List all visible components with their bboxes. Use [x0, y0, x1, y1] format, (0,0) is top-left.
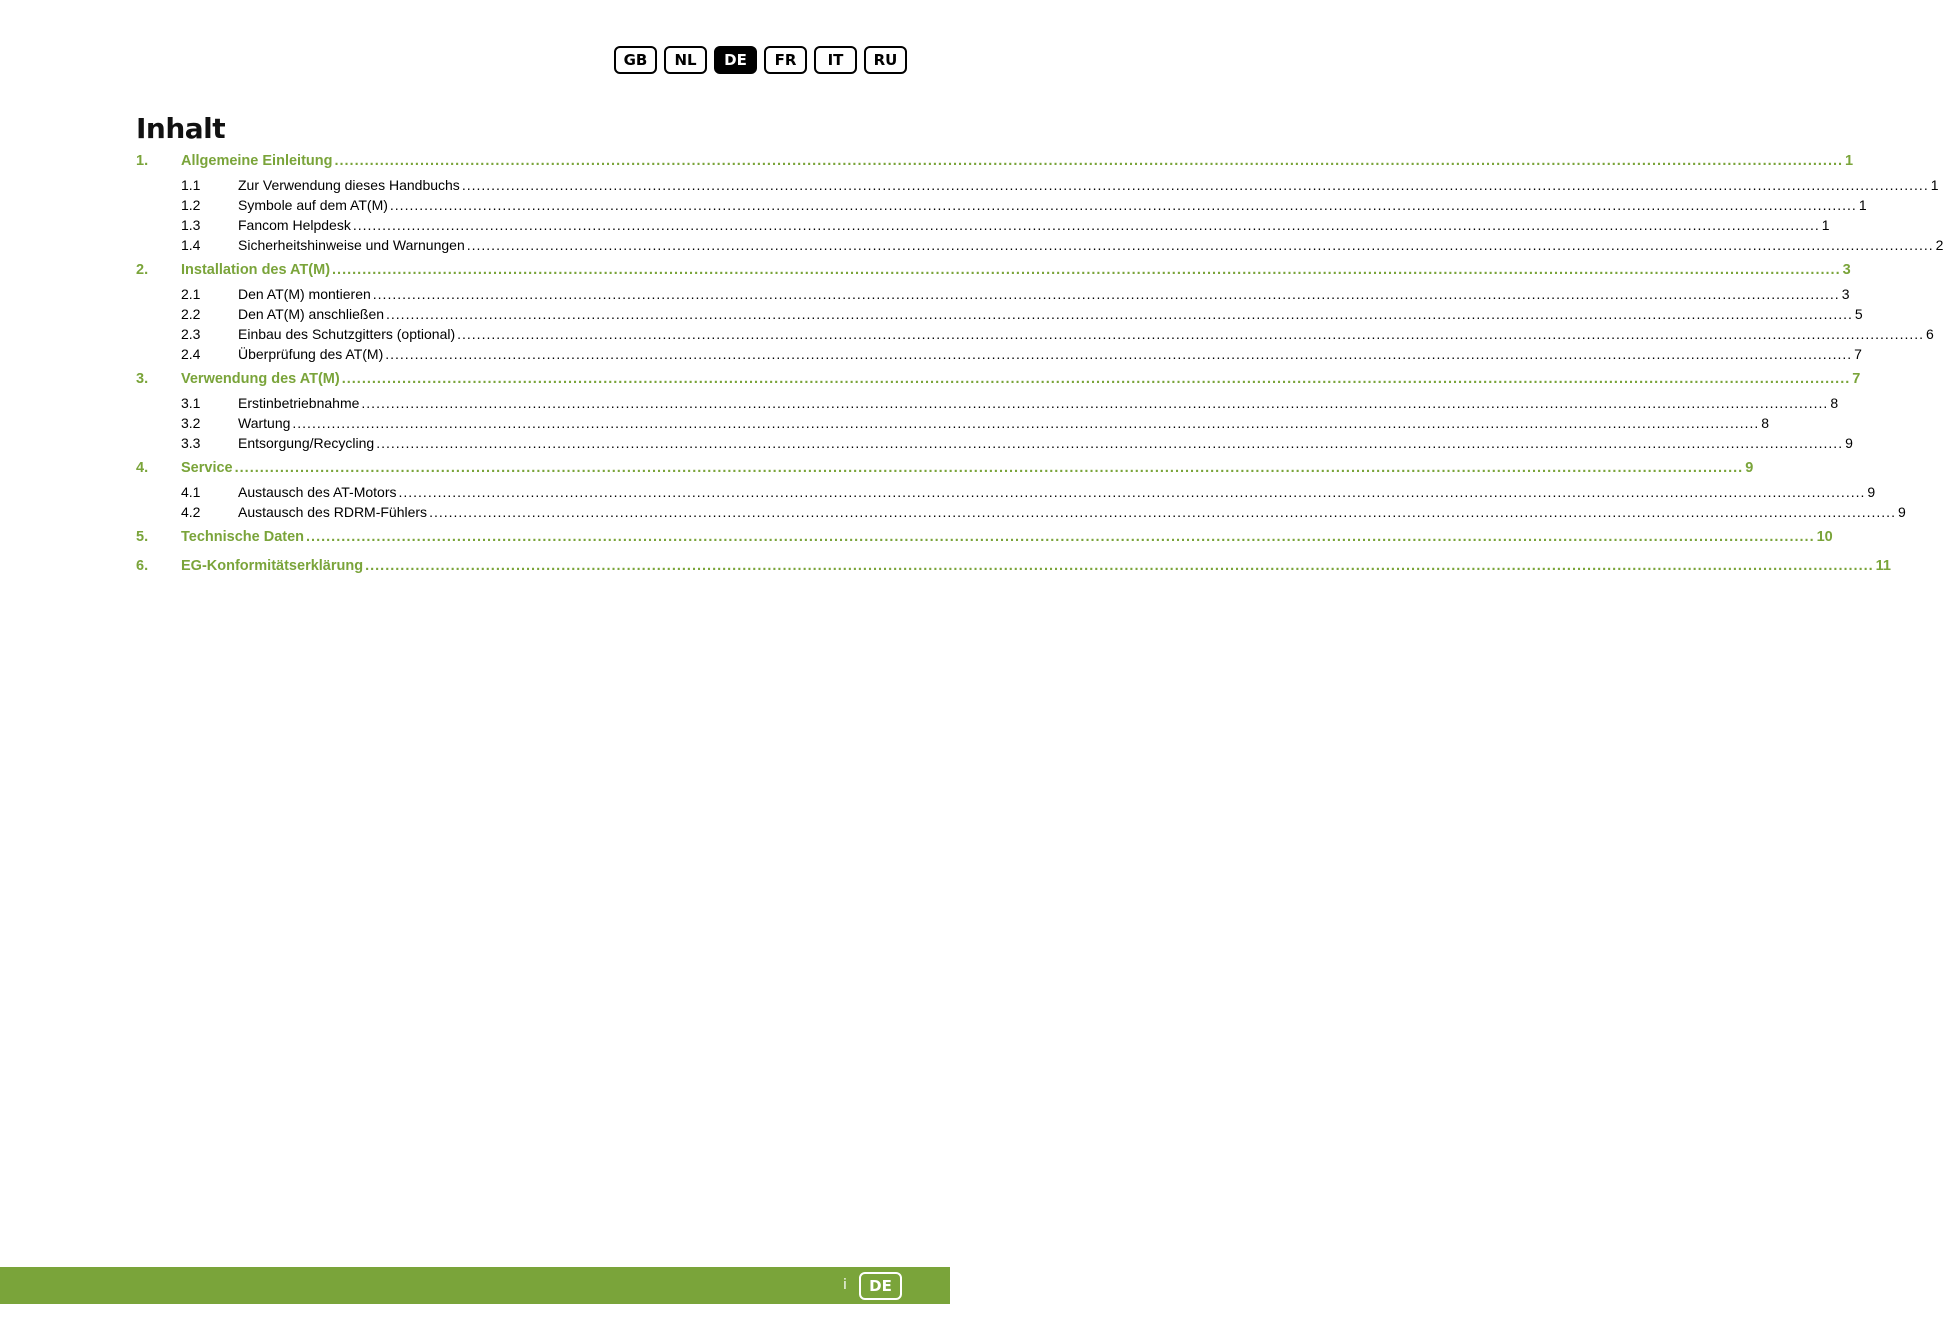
toc-entry-number: 3.3 [181, 435, 201, 451]
toc-chapter-entry[interactable] [136, 153, 1854, 177]
toc-dot-leader: ............................................................................................................................................................................................................................................................................................................ [332, 262, 1841, 278]
toc-entry-number: 2.2 [181, 306, 201, 322]
toc-entry-number: 3.2 [181, 415, 201, 431]
toc-section-entry[interactable] [136, 395, 1839, 415]
toc-entry-page: 11 [1875, 558, 1892, 574]
language-tab-ru[interactable]: RU [864, 46, 907, 74]
toc-entry-page: 8 [1761, 415, 1770, 431]
toc-dot-leader: ............................................................................................................................................................................................................................................................................................................ [398, 484, 1866, 500]
toc-entry-number: 3.1 [181, 395, 201, 411]
toc-entry-number: 2. [136, 262, 149, 278]
toc-section-entry[interactable] [136, 415, 1770, 435]
toc-entry-title: Installation des AT(M) [181, 262, 331, 278]
footer-language-badge: DE [859, 1272, 902, 1300]
toc-chapter-entry[interactable] [136, 558, 1892, 582]
toc-section-entry[interactable] [136, 177, 1939, 197]
toc-section-entry[interactable] [136, 435, 1853, 455]
language-tab-gb[interactable]: GB [614, 46, 657, 74]
toc-entry-title: Sicherheitshinweise und Warnungen [238, 237, 465, 253]
toc-dot-leader: ............................................................................................................................................................................................................................................................................................................ [429, 504, 1896, 520]
toc-chapter-entry[interactable] [136, 371, 1861, 395]
toc-dot-leader: ............................................................................................................................................................................................................................................................................................................ [457, 326, 1925, 342]
toc-entry-title: Austausch des AT-Motors [238, 484, 397, 500]
toc-dot-leader: ............................................................................................................................................................................................................................................................................................................ [461, 177, 1929, 193]
toc-entry-title: Erstinbetriebnahme [238, 395, 360, 411]
toc-entry-page: 5 [1854, 306, 1863, 322]
toc-dot-leader: ............................................................................................................................................................................................................................................................................................................ [376, 435, 1844, 451]
toc-entry-title: Wartung [238, 415, 291, 431]
toc-dot-leader: ............................................................................................................................................................................................................................................................................................................ [372, 286, 1840, 302]
footer-page-number: i [843, 1277, 847, 1293]
language-tabs [614, 46, 907, 74]
toc-entry-number: 6. [136, 558, 149, 574]
toc-entry-page: 9 [1897, 504, 1906, 520]
toc-entry-number: 3. [136, 371, 149, 387]
toc-entry-number: 1.4 [181, 237, 201, 253]
toc-dot-leader: ............................................................................................................................................................................................................................................................................................................ [466, 237, 1934, 253]
language-tab-it[interactable]: IT [814, 46, 857, 74]
toc-dot-leader: ............................................................................................................................................................................................................................................................................................................ [361, 395, 1829, 411]
toc-entry-title: Überprüfung des AT(M) [238, 346, 384, 362]
toc-entry-title: Allgemeine Einleitung [181, 153, 333, 169]
toc-entry-number: 4.2 [181, 504, 201, 520]
toc-entry-title: Entsorgung/Recycling [238, 435, 375, 451]
toc-dot-leader: ............................................................................................................................................................................................................................................................................................................ [292, 415, 1760, 431]
page-title: Inhalt [136, 112, 226, 145]
language-tab-de[interactable]: DE [714, 46, 757, 74]
toc-section-entry[interactable] [136, 286, 1850, 306]
toc-entry-number: 1.2 [181, 197, 201, 213]
language-tab-fr[interactable]: FR [764, 46, 807, 74]
toc-entry-title: EG-Konformitätserklärung [181, 558, 364, 574]
toc-entry-title: Service [181, 460, 233, 476]
toc-section-entry[interactable] [136, 237, 1943, 257]
toc-dot-leader: ............................................................................................................................................................................................................................................................................................................ [386, 306, 1853, 322]
toc-entry-title: Symbole auf dem AT(M) [238, 197, 388, 213]
toc-entry-number: 4. [136, 460, 149, 476]
toc-entry-page: 3 [1842, 262, 1851, 278]
toc-chapter-entry[interactable] [136, 460, 1754, 484]
toc-entry-number: 1. [136, 153, 149, 169]
toc-entry-number: 4.1 [181, 484, 201, 500]
toc-section-entry[interactable] [136, 306, 1863, 326]
footer-bar [0, 1267, 950, 1304]
toc-section-entry[interactable] [136, 504, 1906, 524]
toc-entry-page: 7 [1854, 346, 1862, 362]
toc-entry-title: Zur Verwendung dieses Handbuchs [238, 177, 460, 193]
toc-dot-leader: ............................................................................................................................................................................................................................................................................................................ [352, 217, 1820, 233]
toc-entry-number: 1.1 [181, 177, 201, 193]
toc-section-entry[interactable] [136, 217, 1830, 237]
toc-entry-title: Fancom Helpdesk [238, 217, 351, 233]
toc-entry-page: 2 [1935, 237, 1943, 253]
toc-entry-page: 1 [1821, 217, 1830, 233]
toc-entry-page: 7 [1852, 371, 1861, 387]
toc-dot-leader: ............................................................................................................................................................................................................................................................................................................ [334, 153, 1844, 169]
toc-dot-leader: ............................................................................................................................................................................................................................................................................................................ [365, 558, 1874, 574]
toc-dot-leader: ............................................................................................................................................................................................................................................................................................................ [306, 529, 1815, 545]
toc-entry-number: 2.3 [181, 326, 201, 342]
toc-entry-page: 1 [1845, 153, 1854, 169]
table-of-contents [136, 153, 1943, 582]
toc-entry-page: 9 [1745, 460, 1754, 476]
toc-entry-page: 10 [1816, 529, 1833, 545]
toc-section-entry[interactable] [136, 346, 1862, 366]
toc-entry-number: 1.3 [181, 217, 201, 233]
toc-entry-number: 2.4 [181, 346, 201, 362]
toc-entry-page: 1 [1930, 177, 1939, 193]
toc-entry-title: Den AT(M) montieren [238, 286, 371, 302]
language-tab-nl[interactable]: NL [664, 46, 707, 74]
toc-dot-leader: ............................................................................................................................................................................................................................................................................................................ [389, 197, 1857, 213]
toc-section-entry[interactable] [136, 484, 1876, 504]
toc-entry-page: 9 [1867, 484, 1876, 500]
toc-dot-leader: ............................................................................................................................................................................................................................................................................................................ [341, 371, 1851, 387]
toc-chapter-entry[interactable] [136, 529, 1833, 553]
toc-section-entry[interactable] [136, 326, 1934, 346]
toc-entry-title: Verwendung des AT(M) [181, 371, 340, 387]
toc-entry-title: Einbau des Schutzgitters (optional) [238, 326, 456, 342]
toc-section-entry[interactable] [136, 197, 1867, 217]
toc-chapter-entry[interactable] [136, 262, 1851, 286]
toc-dot-leader: ............................................................................................................................................................................................................................................................................................................ [234, 460, 1744, 476]
toc-entry-number: 2.1 [181, 286, 201, 302]
toc-entry-title: Technische Daten [181, 529, 305, 545]
toc-entry-title: Austausch des RDRM-Fühlers [238, 504, 428, 520]
toc-entry-page: 1 [1858, 197, 1867, 213]
toc-entry-title: Den AT(M) anschließen [238, 306, 385, 322]
toc-entry-number: 5. [136, 529, 149, 545]
toc-entry-page: 9 [1845, 435, 1853, 451]
toc-entry-page: 6 [1926, 326, 1934, 342]
toc-entry-page: 8 [1830, 395, 1839, 411]
toc-entry-page: 3 [1841, 286, 1850, 302]
toc-dot-leader: ............................................................................................................................................................................................................................................................................................................ [385, 346, 1853, 362]
